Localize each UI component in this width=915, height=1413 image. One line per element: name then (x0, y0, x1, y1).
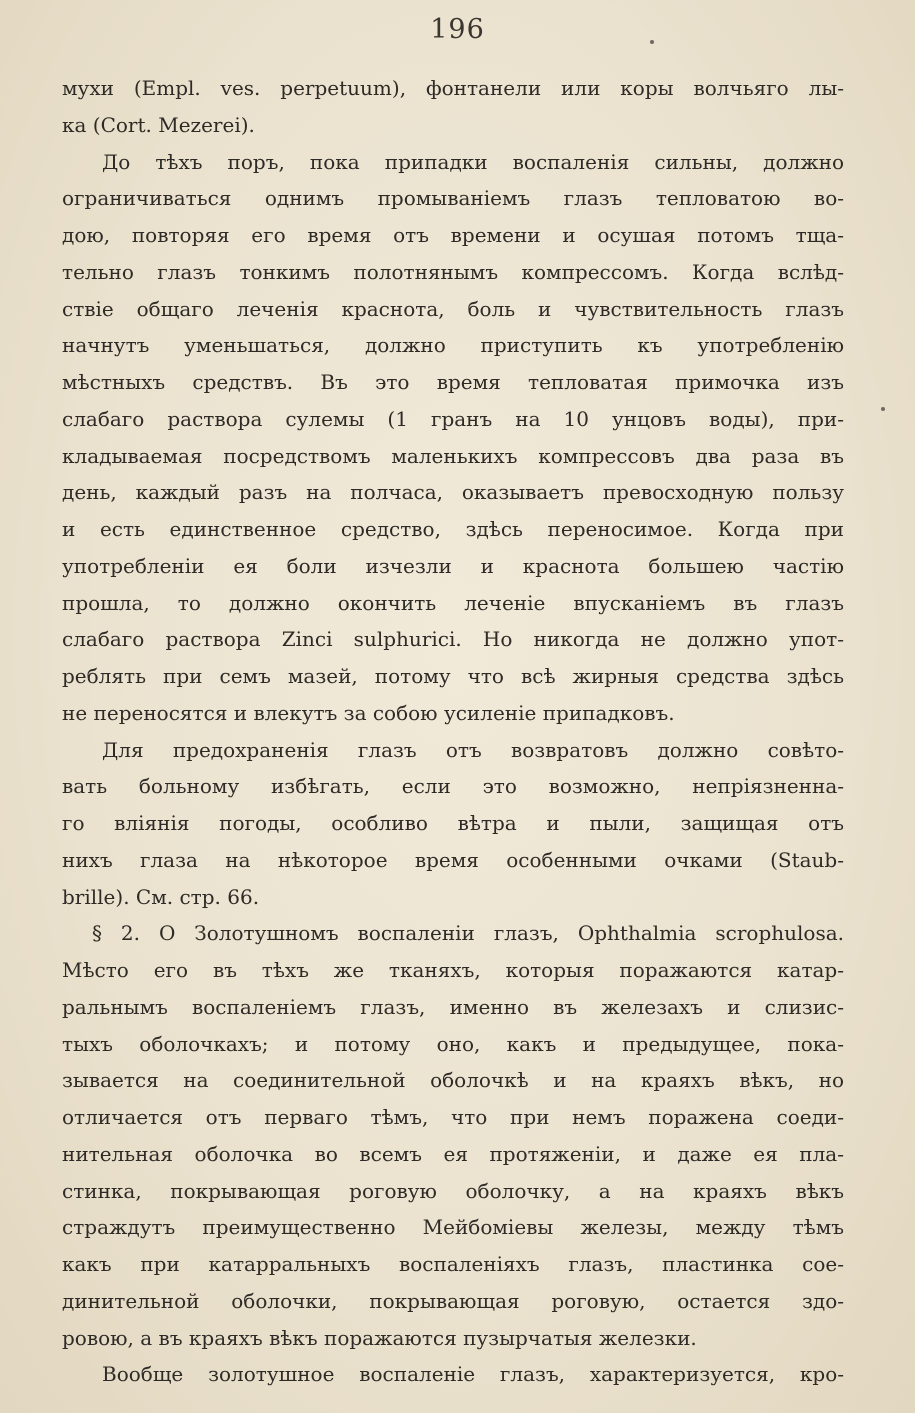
text-line: начнутъ уменьшаться, должно приступить къ употребленію (62, 333, 844, 358)
text-line: не переносятся и влекутъ за собою усиленіе припадковъ. (62, 700, 675, 725)
text-line: тыхъ оболочкахъ; и потому оно, какъ и предыдущее, пока- (62, 1031, 844, 1056)
text-line: какъ при катарральныхъ воспаленіяхъ глазъ, пластинка сое- (62, 1252, 844, 1276)
text-line: нительная оболочка во всемъ ея протяженіи, и даже ея пла- (62, 1141, 844, 1166)
text-line: го вліянія погоды, особливо вѣтра и пыли, защищая отъ (62, 811, 844, 835)
text-line: динительной оболочки, покрывающая роговую, остается здо- (62, 1288, 844, 1313)
text-line: стинка, покрывающая роговую оболочку, а на краяхъ вѣкъ (62, 1178, 844, 1203)
text-line: тельно глазъ тонкимъ полотнянымъ компрессомъ. Когда вслѣд- (62, 259, 844, 284)
text-line: ограничиваться однимъ промываніемъ глазъ тепловатою во- (62, 186, 844, 211)
text-line: нихъ глаза на нѣкоторое время особенными очками (Staub- (62, 847, 844, 872)
text-line: слабаго раствора Zinci sulphurici. Но никогда не должно упот- (62, 627, 844, 652)
text-line: употребленіи ея боли изчезли и краснота большею частію (62, 553, 844, 578)
text-line: ровою, а въ краяхъ вѣкъ поражаются пузырчатыя железки. (62, 1325, 697, 1350)
text-line: реблять при семъ мазей, потому что всѣ жирныя средства здѣсь (62, 664, 844, 688)
text-line: дою, повторяя его время отъ времени и осушая потомъ тща- (62, 223, 844, 247)
text-line: ка (Cort. Mezerei). (62, 112, 255, 137)
text-line: отличается отъ перваго тѣмъ, что при немъ поражена соеди- (62, 1105, 844, 1129)
text-line: мухи (Empl. ves. perpetuum), фонтанели или коры волчьяго лы- (62, 76, 844, 100)
page-body-text (62, 70, 844, 1393)
section-heading-line: § 2. О Золотушномъ воспаленіи глазъ, Ophthalmia scrophulosa. (92, 921, 844, 946)
text-line: вать больному избѣгать, если это возможно, непріязненна- (62, 774, 844, 799)
page-number: 196 (430, 14, 485, 45)
text-line: прошла, то должно окончить леченіе впусканіемъ въ глазъ (62, 590, 844, 615)
text-line: слабаго раствора сулемы (1 гранъ на 10 унцовъ воды), при- (62, 406, 844, 431)
text-line: кладываемая посредствомъ маленькихъ компрессовъ два раза въ (62, 443, 844, 468)
text-line: ствіе общаго леченія краснота, боль и чувствительность глазъ (62, 296, 844, 321)
paragraph-start-line: Вообще золотушное воспаленіе глазъ, характеризуется, кро- (102, 1362, 844, 1387)
text-line: страждутъ преимущественно Мейбоміевы железы, между тѣмъ (62, 1215, 844, 1240)
paragraph-start-line: До тѣхъ поръ, пока припадки воспаленія сильны, должно (102, 149, 844, 174)
text-line: ральнымъ воспаленіемъ глазъ, именно въ железахъ и слизис- (62, 994, 844, 1019)
paper-speck (881, 407, 885, 411)
text-line: день, каждый разъ на полчаса, оказываетъ превосходную пользу (62, 480, 844, 505)
text-line: зывается на соединительной оболочкѣ и на краяхъ вѣкъ, но (62, 1068, 844, 1093)
paragraph-start-line: Для предохраненія глазъ отъ возвратовъ должно совѣто- (102, 737, 844, 762)
paper-speck (650, 40, 654, 44)
text-line: Мѣсто его въ тѣхъ же тканяхъ, которыя поражаются катар- (62, 958, 844, 982)
text-line: мѣстныхъ средствъ. Въ это время тепловатая примочка изъ (62, 370, 844, 394)
text-line: brille). См. стр. 66. (62, 884, 260, 909)
text-line: и есть единственное средство, здѣсь переносимое. Когда при (62, 517, 844, 541)
